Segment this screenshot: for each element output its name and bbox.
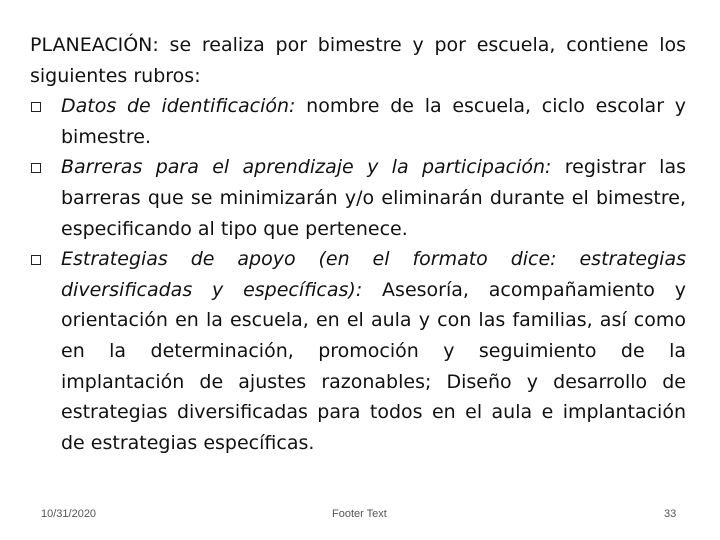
checkbox-bullet-icon — [31, 102, 41, 112]
footer-text: Footer Text — [332, 508, 387, 520]
list-item — [30, 244, 686, 458]
rubros-list — [30, 91, 686, 458]
checkbox-bullet-icon — [31, 255, 41, 265]
item-text: nombre de la escuela, ciclo escolar y bimestre. — [61, 95, 686, 148]
checkbox-bullet-icon — [31, 163, 41, 173]
intro-paragraph: PLANEACIÓN: se realiza por bimestre y por escuela, contiene los siguientes rubros: — [30, 34, 686, 87]
item-text: Asesoría, acompañamiento y orientación en la escuela, en el aula y con las familias, así como en la determinación, promoción y seguimiento de la implantación de ajustes razonables; Diseño y desarrollo de estrategias diversificadas para todos en el aula e implantación de estrategias específicas. — [61, 278, 686, 454]
page-number: 33 — [664, 508, 677, 520]
item-term: Datos de identificación: — [61, 95, 296, 118]
slide-body — [30, 30, 686, 458]
footer-date: 10/31/2020 — [41, 508, 97, 520]
list-item — [30, 152, 686, 244]
item-term: Estrategias de apoyo (en el formato dice: estrategias diversificadas y específicas): — [61, 248, 686, 301]
list-item — [30, 91, 686, 152]
item-text: registrar las barreras que se minimizarán y/o eliminarán durante el bimestre, especificando al tipo que pertenece. — [61, 156, 686, 240]
item-term: Barreras para el aprendizaje y la participación: — [61, 156, 552, 179]
